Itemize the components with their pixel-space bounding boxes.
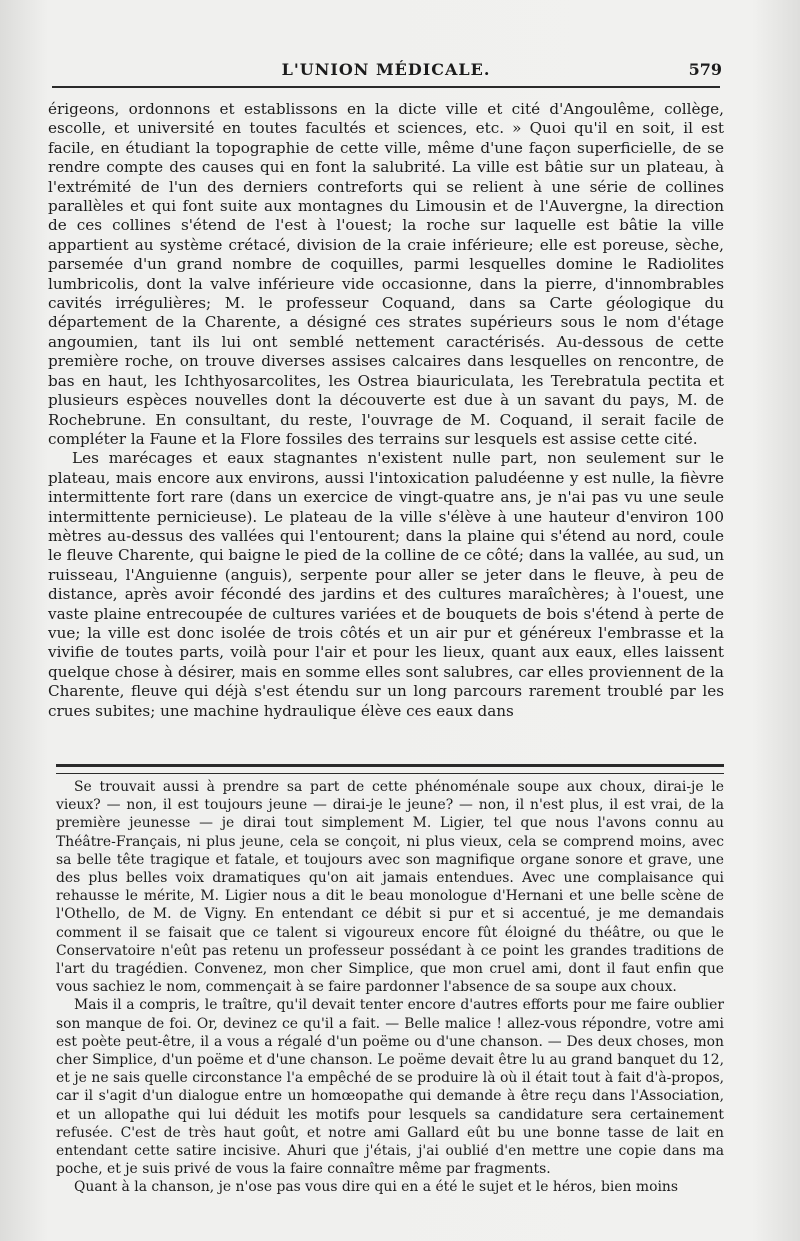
- feuilleton-section: [56, 778, 724, 1197]
- feuilleton-paragraph: Se trouvait aussi à prendre sa part de cette phénoménale soupe aux choux, dirai-je le vieux? — non, il est toujours jeune — dirai-je le jeune? — non, il n'est plus, il est vrai, de la première jeunesse — je dirai tout simplement M. Ligier, tel que nous l'avons connu au Théâtre-Français, ni plus jeune, cela se conçoit, ni plus vieux, cela se comprend moins, avec sa belle tête tragique et fatale, et toujours avec son magnifique organe sonore et grave, une des plus belles voix dramatiques qu'on ait jamais entendues. Avec une complaisance qui rehausse le mérite, M. Ligier nous a dit le beau monologue d'Hernani et une belle scène de l'Othello, de M. de Vigny. En entendant ce débit si pur et si accentué, je me demandais comment il se faisait que ce talent si vigoureux encore fût éloigné du théâtre, ou que le Conservatoire n'eût pas retenu un professeur possédant à ce point les grandes traditions de l'art du tragédien. Convenez, mon cher Simplice, que mon cruel ami, dont il faut enfin que vous sachiez le nom, commençait à se faire pardonner l'absence de sa soupe aux choux.: [56, 779, 724, 996]
- feuilleton-paragraph: Quant à la chanson, je n'ose pas vous dire qui en a été le sujet et le héros, bien moins: [74, 1179, 678, 1196]
- article-paragraph: érigeons, ordonnons et establissons en la dicte ville et cité d'Angoulême, collège, escolle, et université en toutes facultés et sciences, etc. » Quoi qu'il en soit, il est facile, en étudiant la topographie de cette ville, même d'une façon superficielle, de se rendre compte des causes qui en font la salubrité. La ville est bâtie sur un plateau, à l'extrémité de l'un des derniers contreforts qui se relient à une série de collines parallèles et qui font suite aux montagnes du Limousin et de l'Auvergne, la direction de ces collines s'étend de l'est à l'ouest; la roche sur laquelle est bâtie la ville appartient au système crétacé, division de la craie inférieure; elle est poreuse, sèche, parsemée d'un grand nombre de coquilles, parmi lesquelles domine le Radiolites lumbricolis, dont la valve inférieure vide occasionne, dans la pierre, d'innombrables cavités irrégulières; M. le professeur Coquand, dans sa Carte géologique du département de la Charente, a désigné ces strates supérieurs sous le nom d'étage angoumien, tant ils lui ont semblé nettement caractérisés. Au-dessous de cette première roche, on trouve diverses assises calcaires dans lesquelles on rencontre, de bas en haut, les Ichthyosarcolites, les Ostrea biauriculata, les Terebratula pectita et plusieurs espèces nouvelles dont la découverte est due à un savant du pays, M. de Rochebrune. En consultant, du reste, l'ouvrage de M. Coquand, il serait facile de compléter la Faune et la Flore fossiles des terrains sur lesquels est assise cette cité.: [48, 100, 724, 448]
- feuilleton-paragraph: Mais il a compris, le traître, qu'il devait tenter encore d'autres efforts pour me faire oublier son manque de foi. Or, devinez ce qu'il a fait. — Belle malice ! allez-vous répondre, votre ami est poète peut-être, il a vous a régalé d'un poëme ou d'une chanson. — Des deux choses, mon cher Simplice, d'un poëme et d'une chanson. Le poëme devait être lu au grand banquet du 12, et je ne sais quelle circonstance l'a empêché de se produire là où il était tout à fait d'à-propos, car il s'agit d'un dialogue entre un homœopathe qui demande à être reçu dans l'Association, et un allopathe qui lui déduit les motifs pour lesquels sa candidature sera certainement refusée. C'est de très haut goût, et notre ami Gallard eût bu une bonne tasse de lait en entendant cette satire incisive. Ahuri que j'étais, j'ai oublié d'en mettre une copie dans ma poche, et je suis privé de vous la faire connaître même par fragments.: [56, 997, 724, 1178]
- feuilleton-separator: [56, 764, 724, 774]
- running-title: L'UNION MÉDICALE.: [281, 60, 491, 79]
- page-number: 579: [688, 60, 722, 79]
- article-paragraph: Les marécages et eaux stagnantes n'existent nulle part, non seulement sur le plateau, mais encore aux environs, aussi l'intoxication paludéenne y est nulle, la fièvre intermittente fort rare (dans un exercice de vingt-quatre ans, je n'ai pas vu une seule intermittente pernicieuse). Le plateau de la ville s'élève à une hauteur d'environ 100 mètres au-dessus des vallées qui l'entourent; dans la plaine qui s'étend au nord, coule le fleuve Charente, qui baigne le pied de la colline de ce côté; dans la vallée, au sud, un ruisseau, l'Anguienne (anguis), serpente pour aller se jeter dans le fleuve, à peu de distance, après avoir fécondé des jardins et des cultures maraîchères; à l'ouest, une vaste plaine entrecoupée de cultures variées et de bouquets de bois s'étend à perte de vue; la ville est donc isolée de trois côtés et un air pur et généreux l'embrasse et la vivifie de toutes parts, voilà pour l'air et pour les lieux, quant aux eaux, elles laissent quelque chose à désirer, mais en somme elles sont salubres, car elles proviennent de la Charente, fleuve qui déjà s'est étendu sur un long parcours rarement troublé par les crues subites; une machine hydraulique élève ces eaux dans: [48, 449, 724, 720]
- page-header: [52, 60, 720, 88]
- main-article: [48, 100, 724, 721]
